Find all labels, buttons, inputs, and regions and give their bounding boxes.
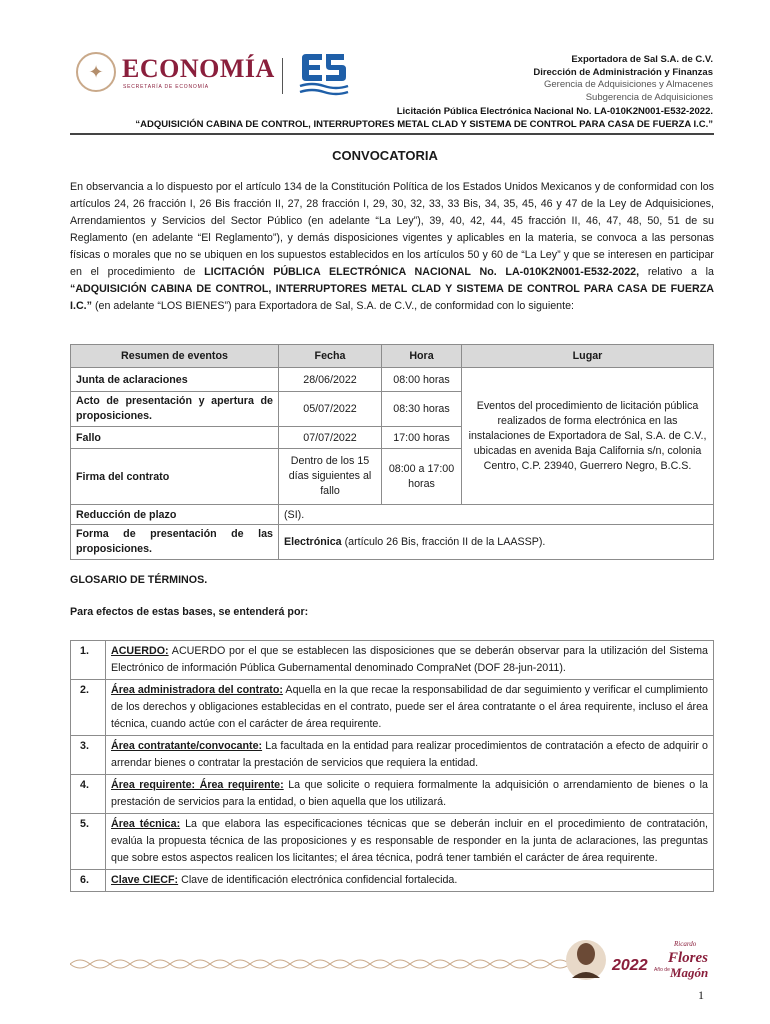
event-time: 08:30 horas (382, 392, 462, 427)
form-value (279, 525, 714, 560)
glossary-subheading: Para efectos de estas bases, se entenderá por: (70, 606, 309, 618)
item-definition (106, 775, 714, 814)
item-number: 3. (71, 736, 106, 775)
management-name: Gerencia de Adquisiciones y Almacenes (544, 79, 713, 90)
table-row (71, 680, 714, 736)
item-definition (106, 641, 714, 680)
item-number: 1. (71, 641, 106, 680)
form-label: Forma de presentación de las proposiciones. (71, 525, 279, 560)
header-date: Fecha (279, 345, 382, 368)
item-term: Clave CIECF: (111, 874, 179, 886)
item-term: Área requirente: Área requirente: (111, 779, 284, 791)
tender-number: Licitación Pública Electrónica Nacional No. LA-010K2N001-E532-2022. (396, 106, 713, 117)
item-text: Clave de identificación electrónica confidencial fortalecida. (178, 874, 458, 886)
item-number: 5. (71, 814, 106, 870)
tender-subject: “ADQUISICIÓN CABINA DE CONTROL, INTERRUPTORES METAL CLAD Y SISTEMA DE CONTROL PARA CASA DE FUERZA I.C.” (135, 118, 713, 130)
direction-name: Dirección de Administración y Finanzas (533, 66, 713, 78)
intro-text-1: En observancia a lo dispuesto por el artículo 134 de la Constitución Política de los Estados Unidos Mexicanos y de conformidad con los artículos 24, 26 fracción I, 26 Bis fracción II, 27, 28 fracción I, 29, 30, 32, 33, 33 Bis, 34, 35, 45, 46 y 47 de la Ley de Adquisiciones, Arrendamientos y Servicios del Sector Público (en adelante “La Ley”), 39, 40, 42, 44, 45 fracción II, 46, 47, 48, 50, 51 de su Reglamento (en adelante “El Reglamento”), y demás disposiciones vigentes y aplicables en la materia, se convoca a las personas físicas o morales que no se ubiquen en los supuestos establecidos en los artículos 50 y 60 de “La Ley” y que se interesen en participar en el procedimiento de (70, 181, 714, 278)
reduction-value: (SI). (279, 505, 714, 525)
intro-text-3: (en adelante “LOS BIENES”) para Exportadora de Sal, S.A. de C.V., de conformidad con lo siguiente: (91, 300, 574, 312)
economia-logo-text: ECONOMÍA (122, 54, 275, 83)
company-name: Exportadora de Sal S.A. de C.V. (571, 54, 713, 65)
table-row (71, 814, 714, 870)
item-number: 2. (71, 680, 106, 736)
header-time: Hora (382, 345, 462, 368)
ricardo-flores-magon-2022-logo (562, 934, 714, 992)
event-date: 07/07/2022 (279, 427, 382, 449)
item-term: Área contratante/convocante: (111, 740, 263, 752)
item-number: 4. (71, 775, 106, 814)
item-text: Aquella en la que recae la responsabilidad de dar seguimiento y verificar el cumplimiento de los derechos y obligaciones establecidas en el contrato, puede ser el área contratante o el área requirente, incluso el área técnica, cuando actúe con el carácter de área requirente. (111, 684, 708, 730)
name-top-text: Ricardo (674, 940, 697, 948)
intro-bold-subject: “ADQUISICIÓN CABINA DE CONTROL, INTERRUPTORES METAL CLAD Y SISTEMA DE CONTROL PARA CASA DE FUERZA I.C.” (70, 283, 714, 312)
reduction-label: Reducción de plazo (71, 505, 279, 525)
table-row (71, 775, 714, 814)
event-time: 08:00 a 17:00 horas (382, 449, 462, 505)
header-events: Resumen de eventos (71, 345, 279, 368)
event-date: Dentro de los 15 días siguientes al fallo (279, 449, 382, 505)
table-row (71, 505, 714, 525)
year-caption-text: Año de (654, 967, 670, 973)
table-row (71, 525, 714, 560)
header-divider (70, 133, 714, 135)
table-row (71, 368, 714, 392)
name-mid-text: Flores (668, 950, 709, 966)
header-place: Lugar (462, 345, 714, 368)
item-text: La que elabora las especificaciones técnicas que se deberán incluir en el procedimiento de contratación, evalúa la propuesta técnica de las proposiciones y es responsable de responder en la junta de aclaraciones, las preguntas que sobre estos aspectos realicen los licitantes; el área técnica, podrá tener también el carácter de área requirente. (111, 818, 708, 864)
sub-management-name: Subgerencia de Adquisiciones (585, 91, 713, 103)
event-time: 17:00 horas (382, 427, 462, 449)
events-table-header (71, 345, 714, 368)
table-row (71, 641, 714, 680)
table-row (71, 736, 714, 775)
document-title: CONVOCATORIA (332, 148, 438, 163)
intro-bold-tender: LICITACIÓN PÚBLICA ELECTRÓNICA NACIONAL No. LA-010K2N001-E532-2022, (204, 266, 640, 278)
national-seal-icon: ✦ (76, 52, 116, 92)
item-text: La que solicite o requiera formalmente la adquisición o arrendamiento de bienes o la prestación de servicios para la entidad, o bien aquella que los utilizará. (111, 779, 708, 808)
event-name: Junta de aclaraciones (71, 368, 279, 392)
page-number: 1 (698, 988, 704, 1002)
events-table (70, 344, 714, 560)
item-definition (106, 870, 714, 892)
event-time: 08:00 horas (382, 368, 462, 392)
economia-logo-subtext: SECRETARÍA DE ECONOMÍA (123, 84, 209, 90)
event-place: Eventos del procedimiento de licitación pública realizados de forma electrónica en las instalaciones de Exportadora de Sal, S.A. de C.V., ubicadas en avenida Baja California s/n, colonia Centro, C.P. 23940, Guerrero Negro, B.C.S. (462, 368, 714, 505)
item-definition (106, 680, 714, 736)
item-number: 6. (71, 870, 106, 892)
form-value-bold: Electrónica (284, 536, 342, 548)
event-date: 05/07/2022 (279, 392, 382, 427)
table-row (71, 870, 714, 892)
event-date: 28/06/2022 (279, 368, 382, 392)
intro-paragraph (70, 179, 714, 315)
glossary-table (70, 640, 714, 892)
item-definition (106, 736, 714, 775)
form-value-rest: (artículo 26 Bis, fracción II de la LAASSP). (341, 536, 546, 548)
footer-ornament-icon (70, 954, 570, 974)
year-logo-text: 2022 (612, 957, 648, 974)
event-name: Fallo (71, 427, 279, 449)
event-name: Firma del contrato (71, 449, 279, 505)
item-definition (106, 814, 714, 870)
item-text: La facultada en la entidad para realizar procedimientos de contratación a efecto de adquirir o arrendar bienes o contratar la prestación de servicios que requiera la entidad. (111, 740, 708, 769)
intro-text-2: relativo a la (639, 266, 714, 278)
glossary-heading: GLOSARIO DE TÉRMINOS. (70, 574, 208, 586)
letterhead-block (135, 54, 713, 131)
item-term: Área técnica: (111, 818, 181, 830)
event-name: Acto de presentación y apertura de proposiciones. (71, 392, 279, 427)
item-text: ACUERDO por el que se establecen las disposiciones que se deberán observar para la utilización del Sistema Electrónico de información Pública Gubernamental denominado CompraNet (DOF 28-jun-2011). (111, 645, 708, 674)
name-bot-text: Magón (670, 965, 709, 980)
item-term: ACUERDO: (111, 645, 169, 657)
item-term: Área administradora del contrato: (111, 684, 283, 696)
